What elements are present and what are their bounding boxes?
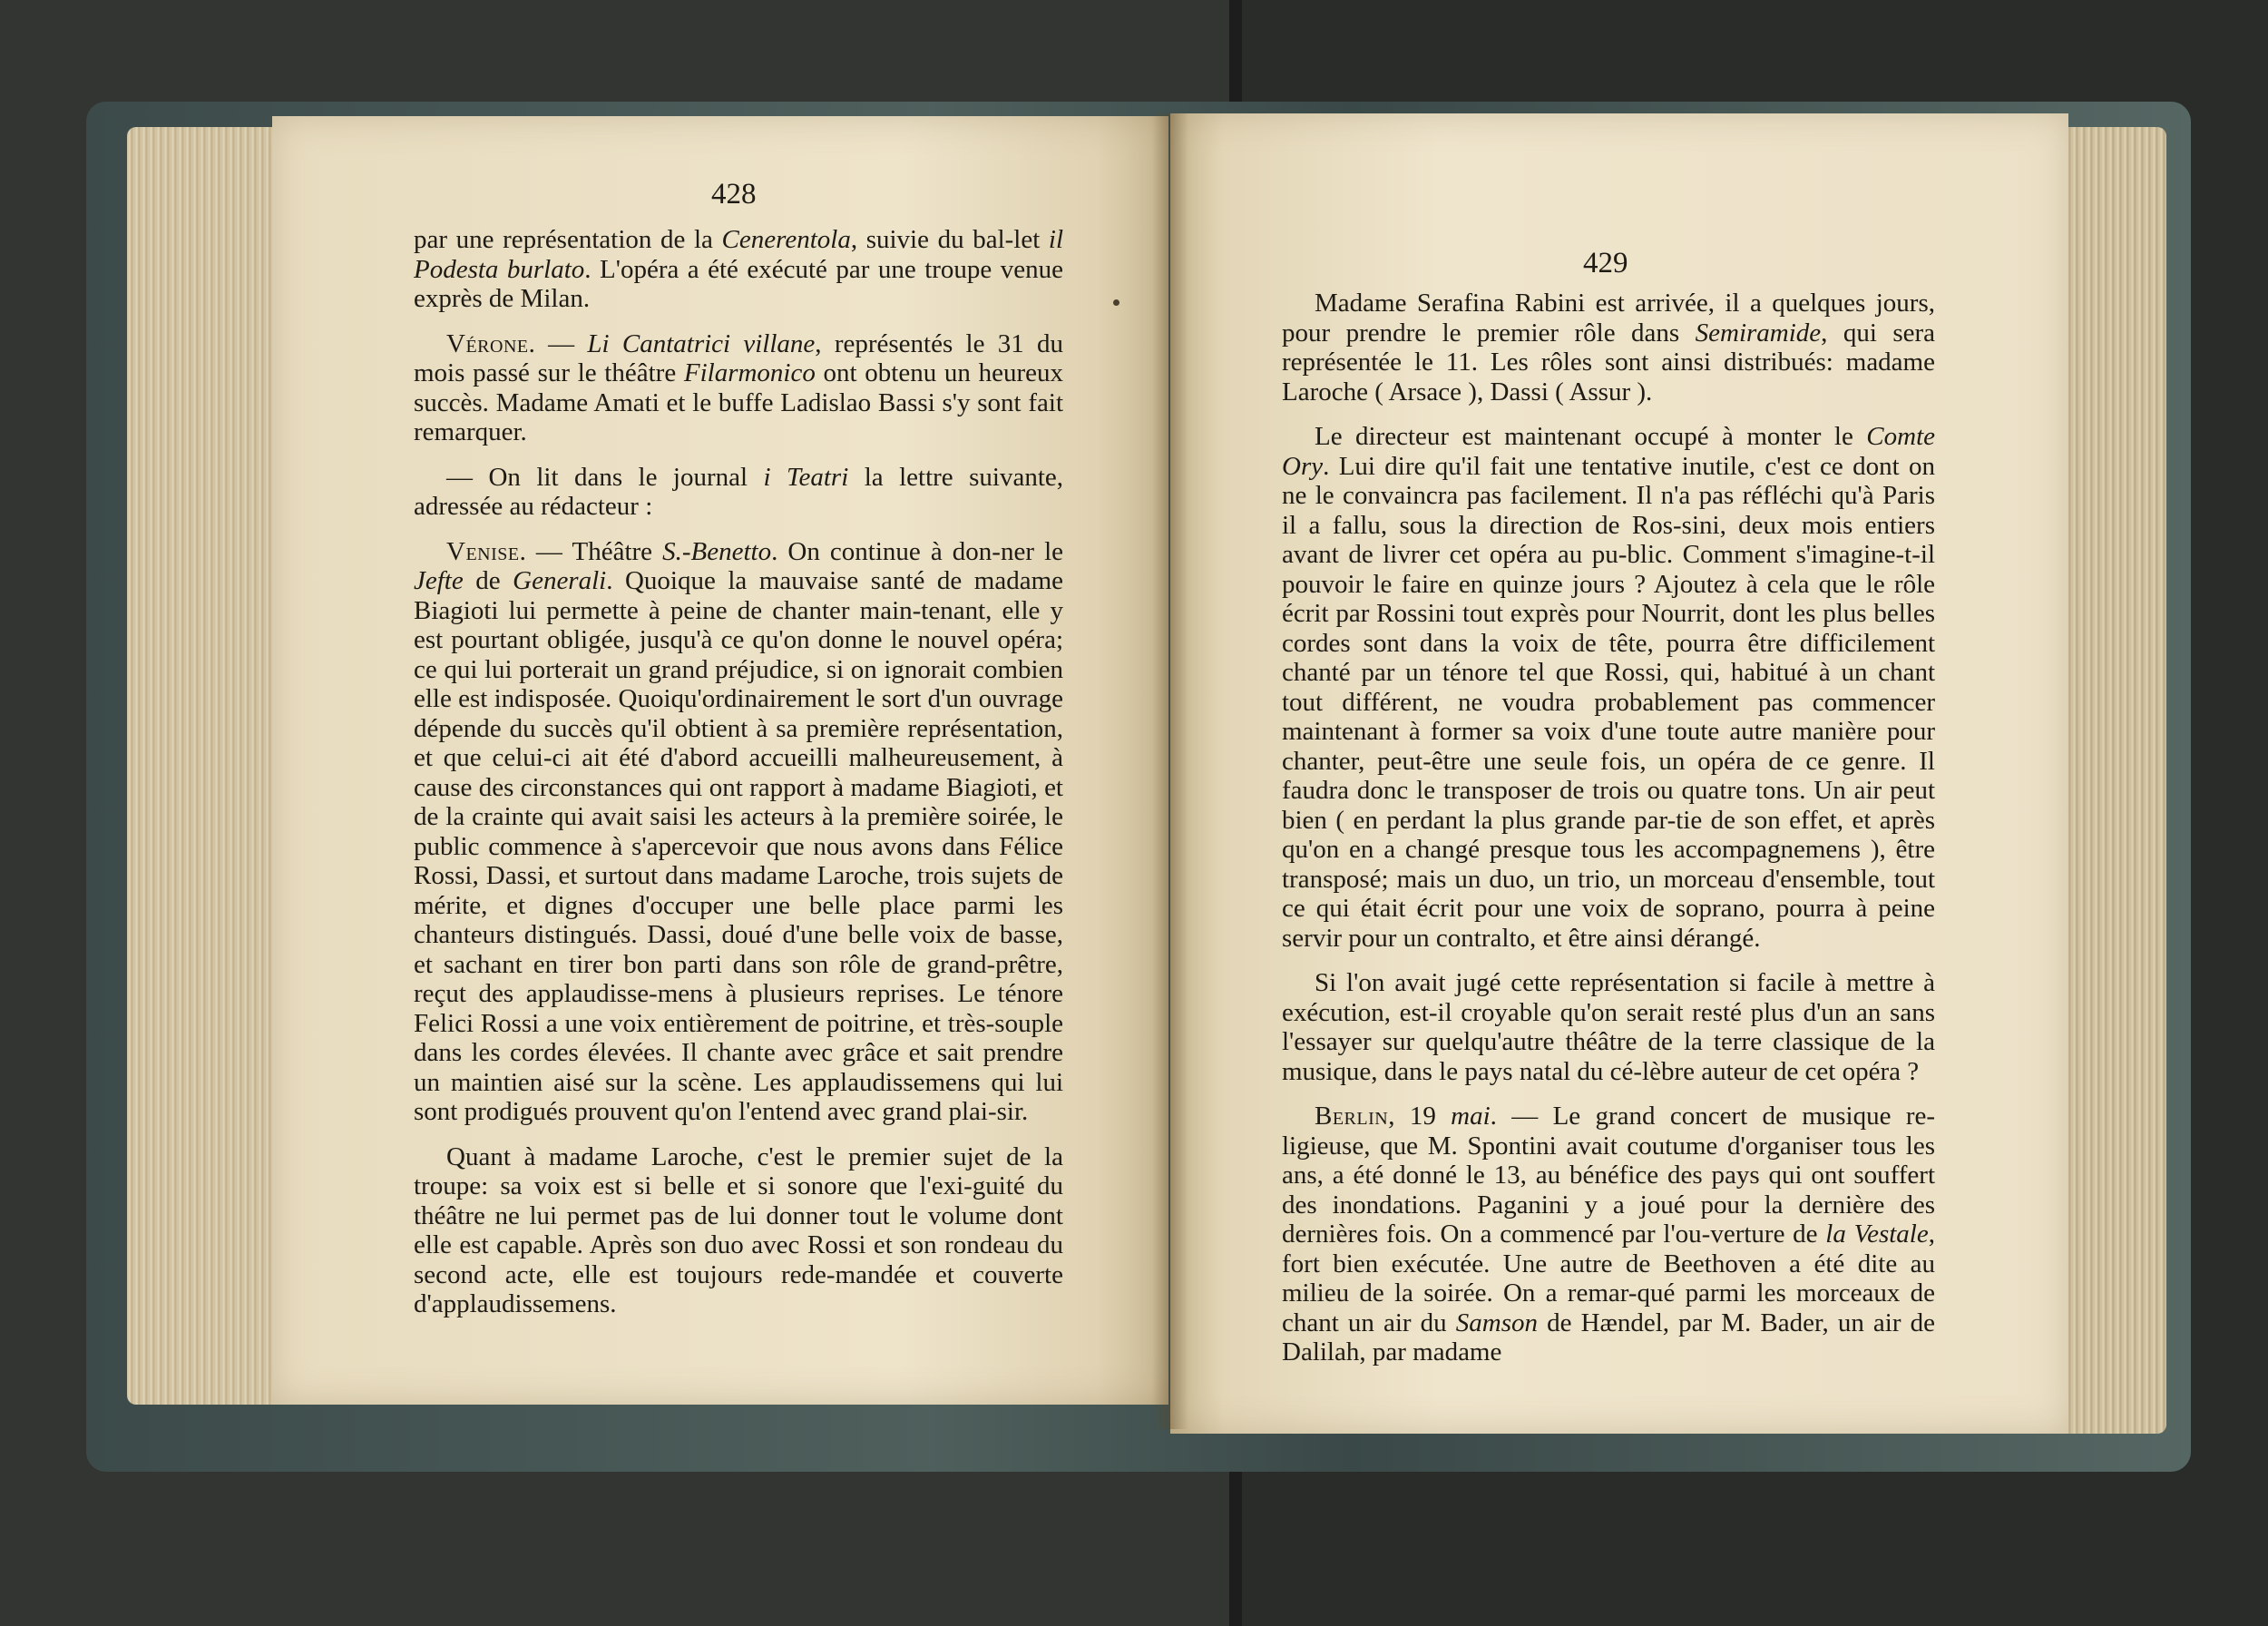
paragraph: [1282, 422, 1935, 953]
text-run: . L'opéra a été exécuté par une troupe venue exprès de Milan.: [414, 254, 1063, 313]
paragraph: [414, 225, 1063, 314]
italic-text: S.-Benetto: [662, 536, 772, 566]
italic-text: il Podesta burlato: [414, 225, 1064, 284]
italic-text: Jefte: [414, 566, 464, 595]
page-number-left: 428: [711, 178, 757, 211]
paragraph: [1282, 968, 1935, 1086]
paragraph: [1282, 289, 1935, 406]
text-run: , 19: [1388, 1102, 1452, 1131]
text-run: . — Théâtre: [519, 536, 663, 566]
left-page-text: [414, 225, 1063, 1335]
text-run: . — Le grand concert de musique re-ligieuse, que M. Spontini avait coutume d'organiser tous les ans, a été donné le 13, au bénéfice des pays qui ont souffert des inondations. Paganini y a joué pour la dernière des dernières fois. On a commencé par l'ou-verture de: [1282, 1102, 1936, 1249]
text-run: . Lui dire qu'il fait une tentative inutile, c'est ce dont on ne le convaincra pas facilement. Il n'a pas réfléchi qu'à Paris il a fallu, sous la direction de Ros-sini, deux mois entiers avant de livrer cet opéra au pu-blic. Comment s'imagine-t-il pouvoir le faire en quinze jours ? Ajoutez à cela que le rôle écrit par Rossini tout exprès pour Nourrit, dont les plus belles cordes sont dans la voix de tête, pourra être difficilement chanté par un ténore tel que Rossi, qui, habitué à un chant tout différent, ne voudra probablement pas commencer maintenant à former sa voix d'une toute autre manière pour chanter, peut-être une seule fois, un opéra de ce genre. Il faudra donc le transposer de trois ou quatre tons. Un air peut bien ( en perdant la plus grande par-tie de son effet, et après qu'on en a changé presque tous les accompagnemens ), être transposé; mais un duo, un trio, un morceau d'ensemble, tout ce qui était écrit pour une voix de soprano, pourra à peine servir pour un contralto, et être ainsi dérangé.: [1282, 451, 1935, 953]
text-run: de Hændel, par M. Bader, un air de Dalilah, par madame: [1282, 1308, 1935, 1366]
text-run: par une représentation de la: [414, 225, 722, 254]
paragraph: [414, 463, 1063, 522]
italic-text: mai: [1451, 1102, 1491, 1131]
text-run: de: [463, 566, 513, 595]
text-run: , représentés le 31 du mois passé sur le théâtre: [414, 328, 1063, 387]
paragraph: [414, 1142, 1063, 1319]
page-number-right: 429: [1583, 247, 1628, 279]
book-gutter: [1152, 113, 1188, 1429]
page-edges-left: [127, 127, 290, 1405]
text-run: Quant à madame Laroche, c'est le premier sujet de la troupe: sa voix est si belle et si sonore que l'exi-guité du théâtre ne lui permet pas de lui donner tout le volume dont elle est capable. Après son duo avec Rossi et son rondeau du second acte, elle est toujours rede-mandée et couverte d'applaudissemens.: [414, 1141, 1063, 1318]
ink-mark: [1113, 299, 1119, 306]
text-run: la lettre suivante, adressée au rédacteur :: [414, 462, 1063, 521]
place-heading: Vérone: [446, 328, 529, 358]
text-run: Si l'on avait jugé cette représentation si facile à mettre à exécution, est-il croyable qu'on serait resté plus d'un an sans l'essayer sur quelqu'autre théâtre de la terre classique de la musique, dans le pays natal du cé-lèbre auteur de cet opéra ?: [1282, 968, 1935, 1086]
text-run: , qui sera représentée le 11. Les rôles sont ainsi distribués: madame Laroche ( Arsace ), Dassi ( Assur ).: [1282, 318, 1936, 406]
italic-text: Filarmonico: [683, 358, 816, 387]
italic-text: i Teatri: [763, 462, 849, 492]
italic-text: Comte Ory: [1282, 422, 1935, 481]
text-run: , fort bien exécutée. Une autre de Beethoven a été dite au milieu de la soirée. On a remar-qué parmi les morceaux de chant un air du: [1282, 1220, 1935, 1337]
text-run: ont obtenu un heureux succès. Madame Amati et le buffe Ladislao Bassi s'y sont fait remarquer.: [414, 358, 1063, 446]
italic-text: Semiramide: [1695, 318, 1822, 348]
italic-text: Cenerentola: [721, 225, 851, 254]
text-run: . —: [528, 328, 588, 358]
text-run: . Quoique la mauvaise santé de madame Biagioti lui permette à peine de chanter main-tenant, elle y est pourtant obligée, jusqu'à ce qu'on donne le nouvel opéra; ce qui lui porterait un grand préjudice, si on ignorait combien elle est indisposée. Quoiqu'ordinairement le sort d'un ouvrage dépende du succès qu'il obtient à sa première représentation, et que celui-ci ait été d'abord accueilli malheureusement, à cause des circonstances qui ont rapport à madame Biagioti, et de la crainte qui avait saisi les acteurs à la première soirée, le public commence à s'apercevoir que nous avons dans Félice Rossi, Dassi, et surtout dans madame Laroche, trois sujets de mérite, et dignes d'occuper une belle place parmi les chanteurs distingués. Dassi, doué d'une belle voix de basse, et sachant en tirer bon parti dans son rôle de grand-prêtre, reçut des applaudisse-mens à plusieurs reprises. Le ténore Felici Rossi a une voix entièrement de poitrine, et très-souple dans les cordes élevées. Il chante avec grâce et sait prendre un maintien aisé sur la scène. Les applaudissemens qui lui sont prodigués prouvent qu'on l'entend avec grand plai-sir.: [414, 566, 1063, 1126]
place-heading: Berlin: [1315, 1102, 1389, 1131]
page-edges-right: [2058, 127, 2166, 1434]
italic-text: la Vestale: [1825, 1220, 1929, 1249]
place-heading: Venise: [446, 536, 520, 566]
text-run: Le directeur est maintenant occupé à monter le: [1315, 422, 1867, 451]
right-page-text: [1282, 289, 1935, 1383]
italic-text: Samson: [1455, 1308, 1539, 1337]
text-run: Madame Serafina Rabini est arrivée, il a quelques jours, pour prendre le premier rôle dans: [1282, 289, 1935, 348]
italic-text: Li Cantatrici villane: [587, 328, 816, 358]
text-run: , suivie du bal-let: [850, 225, 1049, 254]
text-run: . On continue à don-ner le: [771, 536, 1063, 566]
paragraph: [1282, 1102, 1935, 1367]
paragraph: [414, 329, 1063, 447]
text-run: — On lit dans le journal: [446, 462, 764, 492]
paragraph: [414, 537, 1063, 1127]
italic-text: Generali: [513, 566, 607, 595]
